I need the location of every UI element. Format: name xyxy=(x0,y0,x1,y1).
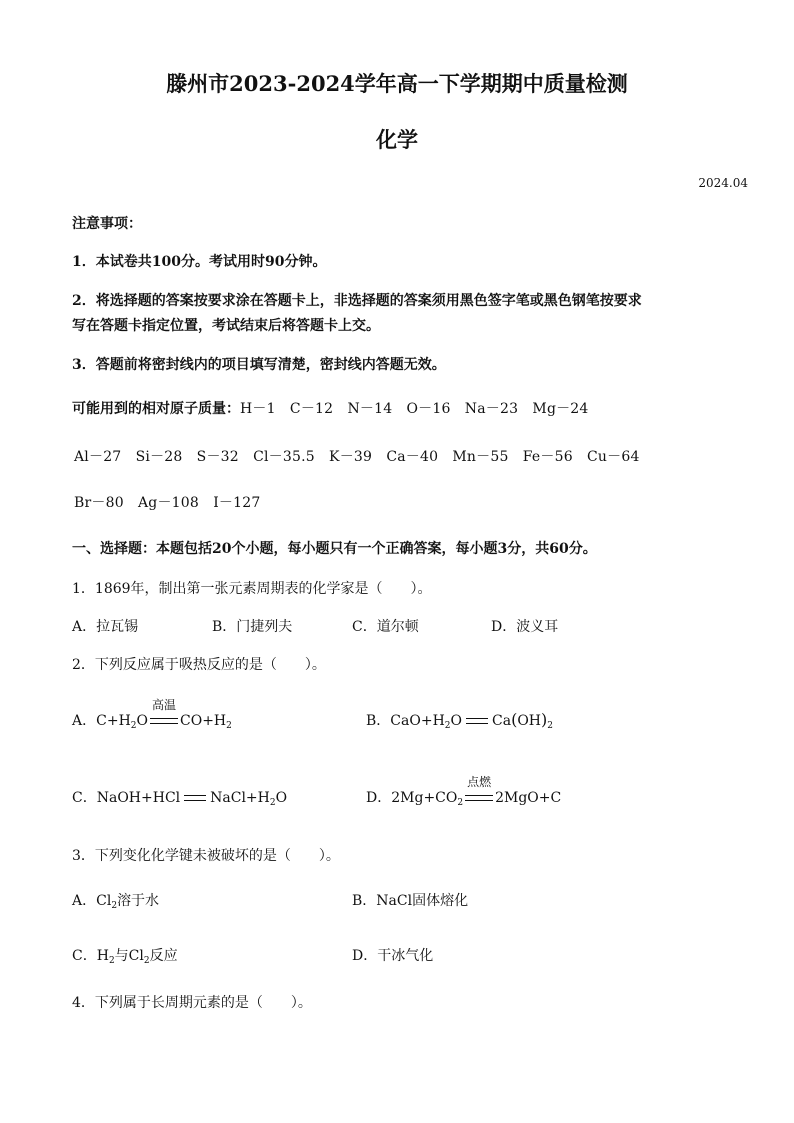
atomic-mass-row-3: Br－80 Ag－108 I－127 xyxy=(74,495,261,511)
reaction-condition-arrow xyxy=(150,698,178,729)
notice-item-2-line-1: 2．将选择题的答案按要求涂在答题卡上，非选择题的答案须用黑色签字笔或黑色钢笔按要求 xyxy=(72,293,642,309)
notice-heading: 注意事项： xyxy=(72,216,142,232)
atomic-mass-row-1 xyxy=(72,398,589,418)
q3-option-b: B．NaCl固体熔化 xyxy=(352,893,469,909)
notice-item-2-line-2: 写在答题卡指定位置，考试结束后将答题卡上交。 xyxy=(72,318,380,334)
q1-option-c: C．道尔顿 xyxy=(352,619,419,635)
exam-date: 2024.04 xyxy=(698,176,748,190)
q2-option-b: B．$CaO+H_2O$ $Ca(OH)_2$ xyxy=(366,710,553,731)
q1-option-b: B．门捷列夫 xyxy=(212,619,293,635)
q1-option-a: A．拉瓦锡 xyxy=(72,619,139,635)
exam-subject: 化学 xyxy=(376,127,418,152)
exam-title: 滕州市2023-2024学年高一下学期期中质量检测 xyxy=(166,71,628,96)
atomic-mass-label: 可能用到的相对原子质量： xyxy=(72,401,240,417)
reaction-condition-arrow xyxy=(465,775,493,806)
q2-option-a: A．$C+H_2O$ 高温 $CO+H_2$ xyxy=(72,698,232,731)
q2-stem: 2．下列反应属于吸热反应的是（ ）。 xyxy=(72,657,326,673)
atomic-mass-values-1: H－1 C－12 N－14 O－16 Na－23 Mg－24 xyxy=(240,401,589,417)
notice-item-1: 1．本试卷共100分。考试用时90分钟。 xyxy=(72,254,327,270)
q4-stem: 4．下列属于长周期元素的是（ ）。 xyxy=(72,995,312,1011)
atomic-mass-row-2: Al－27 Si－28 S－32 Cl－35.5 K－39 Ca－40 Mn－55 Fe－56 Cu－64 xyxy=(74,449,640,465)
q2-option-c: C．NaOH+HCl $NaCl+H_2O$ xyxy=(72,790,288,808)
q3-option-a: A．$Cl_2$溶于水 xyxy=(72,893,160,911)
q3-option-d: D．干冰气化 xyxy=(352,948,434,964)
condition-label: 点燃 xyxy=(467,775,492,789)
condition-label: 高温 xyxy=(151,698,177,712)
q3-option-c: C．$H_2$与$Cl_2$反应 xyxy=(72,948,178,966)
section-1-heading: 一、选择题：本题包括20个小题，每小题只有一个正确答案，每小题3分，共60分。 xyxy=(72,541,597,557)
q1-stem: 1．1869年，制出第一张元素周期表的化学家是（ ）。 xyxy=(72,581,432,597)
q2-option-d: D．$2Mg+CO_2$ 点燃 2MgO+C xyxy=(366,775,562,808)
q3-stem: 3．下列变化化学键未被破坏的是（ ）。 xyxy=(72,848,340,864)
q1-option-d: D．波义耳 xyxy=(491,619,559,635)
notice-item-3: 3．答题前将密封线内的项目填写清楚，密封线内答题无效。 xyxy=(72,357,446,373)
